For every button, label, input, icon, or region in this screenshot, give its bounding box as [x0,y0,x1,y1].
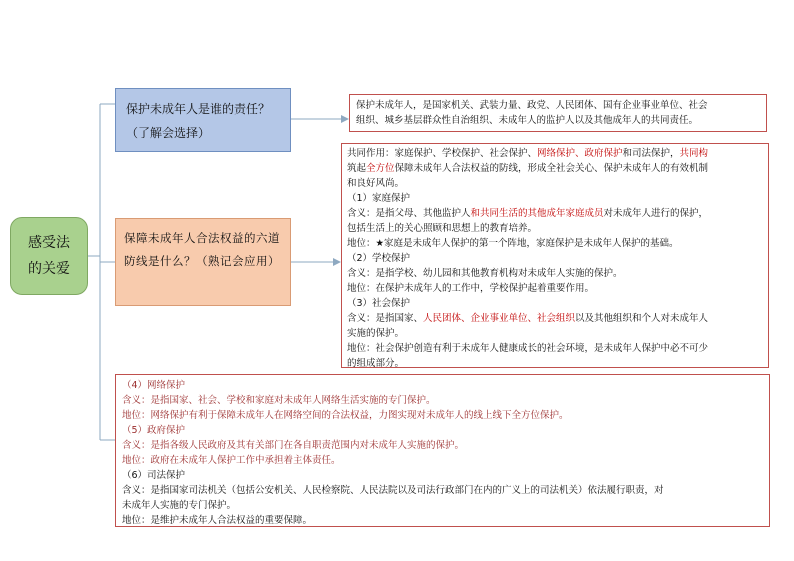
question-responsibility [115,88,291,152]
common-role-line-3: 和良好风尚。 [347,178,405,189]
answer-six-lines-part-1 [341,143,769,368]
government-protection-status: 地位：政府在未成年人保护工作中承担着主体责任。 [122,455,341,466]
school-protection-status: 地位：在保护未成年人的工作中，学校保护起着重要作用。 [347,283,595,294]
answer-responsibility [349,94,767,132]
social-protection-definition [347,311,763,326]
judicial-protection-definition: 含义：是指国家司法机关（包括公安机关、人民检察院、人民法院以及司法行政部门在内的广义上的司法机关）依法履行职责，对 [122,485,664,496]
answer-1-line-1: 保护未成年人，是国家机关、武装力量、政党、人民团体、国有企业事业单位、社会 [356,100,708,111]
network-protection-status: 地位：网络保护有利于保障未成年人在网络空间的合法权益，力图实现对未成年人的线上线下全方位保护。 [122,410,569,421]
common-role-emphasis-2: 共同构 [679,148,709,159]
judicial-protection-definition-2: 未成年人实施的专门保护。 [122,500,237,511]
social-protection-definition-2: 实施的保护。 [347,328,405,339]
arrow-head-a1 [341,115,349,123]
family-protection-definition [347,206,763,221]
root-line-2: 的关爱 [28,261,70,277]
network-protection-definition: 含义：是指国家、社会、学校和家庭对未成年人网络生活实施的专门保护。 [122,395,436,406]
judicial-protection-status: 地位：是维护未成年人合法权益的重要保障。 [122,515,313,526]
social-protection-title: （3）社会保护 [347,298,411,309]
network-protection-title: （4）网络保护 [122,380,186,391]
answer-1-line-2: 组织、城乡基层群众性自治组织、未成年人的监护人以及其他成年人的共同责任。 [356,115,699,126]
question-2-text: 保障未成年人合法权益的六道防线是什么？（熟记会应用） [124,231,280,268]
family-def-emphasis: 和共同生活的其他成年家庭成员 [470,208,604,219]
common-role-emphasis-3: 全方位 [366,163,395,174]
family-protection-definition-2: 包括生活上的关心照顾和思想上的教育培养。 [347,223,538,234]
social-def-text: 含义：是指国家、 [347,313,424,324]
common-role-line-1 [347,146,763,161]
root-topic [10,217,88,295]
common-role-line-2 [347,161,763,176]
government-protection-definition: 含义：是指各级人民政府及其有关部门在各自职责范围内对未成年人实施的保护。 [122,440,465,451]
social-def-emphasis: 人民团体、企业事业单位、社会组织 [423,313,576,324]
common-role-text: 共同作用：家庭保护、学校保护、社会保护、 [347,148,538,159]
common-role-text-2: 和司法保护， [622,148,680,159]
family-def-text: 含义：是指父母、其他监护人 [347,208,471,219]
question-1-note: （了解会选择） [126,126,211,140]
school-protection-definition: 含义：是指学校、幼儿园和其他教育机构对未成年人实施的保护。 [347,268,623,279]
arrow-head-a2 [333,258,341,266]
judicial-protection-title: （6）司法保护 [122,470,186,481]
family-def-text-2: 对未成年人进行的保护， [603,208,709,219]
common-role-text-4: 保障未成年人合法权益的防线，形成全社会关心、保护未成年人的有效机制 [394,163,709,174]
question-six-lines [115,218,291,306]
connector-root-bracket [88,104,115,440]
common-role-emphasis: 网络保护、政府保护 [537,148,623,159]
question-1-text: 保护未成年人是谁的责任？ [126,102,271,116]
social-protection-status: 地位：社会保护创造有利于未成年人健康成长的社会环境，是未成年人保护中必不可少 [347,343,709,354]
school-protection-title: （2）学校保护 [347,253,411,264]
common-role-text-3: 筑起 [347,163,367,174]
social-protection-status-2: 的组成部分。 [347,358,405,369]
government-protection-title: （5）政府保护 [122,425,186,436]
family-protection-status: 地位：★家庭是未成年人保护的第一个阵地，家庭保护是未成年人保护的基础。 [347,238,679,249]
answer-six-lines-part-2 [115,374,770,527]
social-def-text-2: 以及其他组织和个人对未成年人 [575,313,709,324]
family-protection-title: （1）家庭保护 [347,193,411,204]
root-line-1: 感受法 [28,235,70,251]
